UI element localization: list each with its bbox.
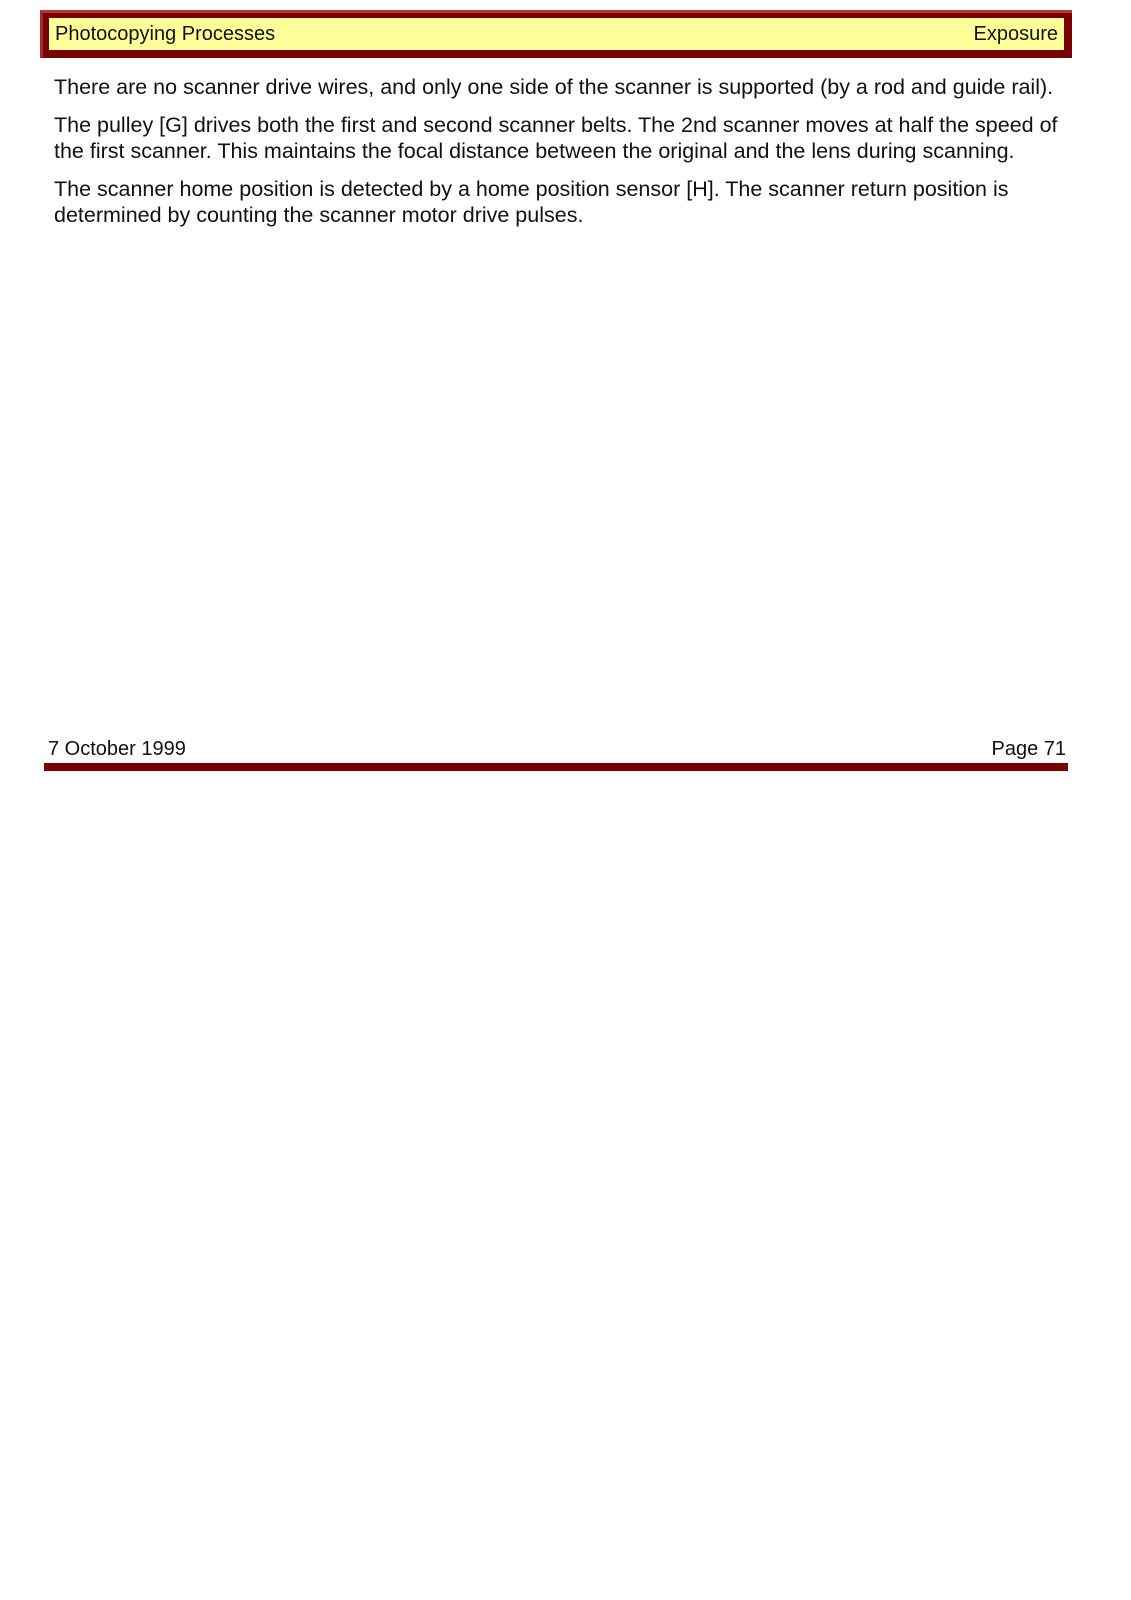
header-section-title: Photocopying Processes bbox=[55, 22, 276, 45]
page-header bbox=[49, 18, 1064, 50]
footer-page-number: Page 71 bbox=[991, 737, 1066, 760]
page-header-bar bbox=[40, 10, 1072, 58]
footer-divider bbox=[44, 763, 1068, 771]
body-paragraph: The pulley [G] drives both the first and second scanner belts. The 2nd scanner moves at half the speed of the first scanner. This maintains the focal distance between the original and the lens during scanning. bbox=[54, 113, 1058, 163]
body-paragraph: There are no scanner drive wires, and only one side of the scanner is supported (by a rod and guide rail). bbox=[54, 75, 1054, 99]
page-body bbox=[54, 74, 1074, 240]
body-paragraph: The scanner home position is detected by a home position sensor [H]. The scanner return position is determined by counting the scanner motor drive pulses. bbox=[54, 177, 1009, 227]
page-footer bbox=[48, 736, 1066, 762]
footer-date: 7 October 1999 bbox=[48, 737, 186, 760]
header-topic-title: Exposure bbox=[973, 22, 1058, 45]
